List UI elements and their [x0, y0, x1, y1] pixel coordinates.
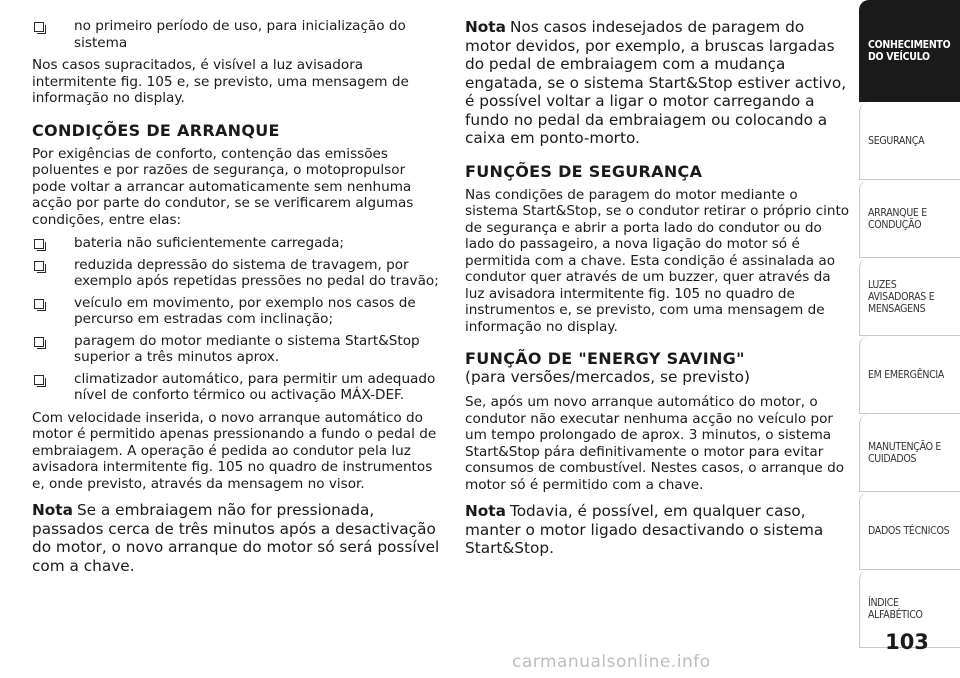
list-item: reduzida depressão do sistema de travagem, por exemplo após repetidas pressões no pedal do travão; [32, 257, 442, 290]
list-item: climatizador automático, para permitir um adequado nível de conforto térmico ou activação MÁX-DEF. [32, 371, 442, 404]
page-number: 103 [885, 630, 929, 654]
tab-manutencao[interactable]: MANUTENÇÃO E CUIDADOS [859, 414, 960, 492]
note-text: Todavia, é possível, em qualquer caso, manter o motor ligado desactivando o sistema Start&Stop. [465, 502, 824, 557]
checkbox-bullet-icon [34, 375, 44, 385]
list-item: veículo em movimento, por exemplo nos casos de percurso em estradas com inclinação; [32, 295, 442, 328]
checkbox-bullet-icon [34, 299, 44, 309]
tab-indice-alfabetico[interactable]: ÍNDICE ALFABÉTICO [859, 570, 960, 648]
note [465, 502, 850, 558]
paragraph: Nas condições de paragem do motor mediante o sistema Start&Stop, se o condutor retirar o próprio cinto de segurança e abrir a porta lado do condutor ou do lado do passageiro, a nova ligação do motor só é permitida com a chave. Esta condição é assinalada ao condutor quer através de um buzzer, quer através da luz avisadora intermitente fig. 105 no quadro de instrumentos e, se previsto, com uma mensagem de informação no display. [465, 186, 850, 335]
checkbox-bullet-icon [34, 337, 44, 347]
paragraph: Com velocidade inserida, o novo arranque automático do motor é permitido apenas pressionando a fundo o pedal de embraiagem. A operação é pedida ao condutor pela luz avisadora intermitente fig. 105 no quadro de instrumentos e, onde previsto, através da mensagem no visor. [32, 409, 437, 492]
tab-luzes-avisadoras[interactable]: LUZES AVISADORAS E MENSAGENS [859, 258, 960, 336]
left-column [32, 18, 442, 582]
chapter-tabs [859, 0, 960, 630]
paragraph: Por exigências de conforto, contenção das emissões poluentes e por razões de segurança, o motopropulsor pode voltar a arrancar automaticamente sem nenhuma acção por parte do condutor, se se verificarem algumas condições, entre elas: [32, 145, 414, 228]
watermark: carmanualsonline.info [512, 652, 711, 672]
list-item: paragem do motor mediante o sistema Start&Stop superior a três minutos aprox. [32, 333, 442, 366]
tab-seguranca[interactable]: SEGURANÇA [859, 102, 960, 180]
checkbox-bullet-icon [34, 22, 44, 32]
section-heading: FUNÇÕES DE SEGURANÇA [465, 161, 703, 181]
tab-em-emergencia[interactable]: EM EMERGÊNCIA [859, 336, 960, 414]
conditions-bullet-list [32, 235, 442, 404]
checkbox-bullet-icon [34, 239, 44, 249]
note [465, 18, 850, 148]
paragraph: Se, após um novo arranque automático do motor, o condutor não executar nenhuma acção no veículo por um tempo prolongado de aprox. 3 minutos, o sistema Start&Stop pára definitivamente o motor para evitar consumos de combustível. Nestes casos, o arranque do motor só é permitido com a chave. [465, 394, 845, 493]
note-label: Nota [32, 501, 73, 519]
note-label: Nota [465, 502, 506, 520]
note [32, 501, 442, 575]
paragraph: Nos casos supracitados, é visível a luz avisadora intermitente fig. 105 e, se previsto, uma mensagem de informação no display. [32, 57, 409, 106]
note-text: Se a embraiagem não for pressionada, passados cerca de três minutos após a desactivação do motor, o novo arranque do motor só será possível com a chave. [32, 501, 440, 575]
right-column [465, 18, 850, 565]
section-heading: FUNÇÃO DE "ENERGY SAVING" [465, 349, 745, 368]
tab-dados-tecnicos[interactable]: DADOS TÉCNICOS [859, 492, 960, 570]
section-heading: CONDIÇÕES DE ARRANQUE [32, 120, 280, 140]
tab-arranque-e-conducao[interactable]: ARRANQUE E CONDUÇÃO [859, 180, 960, 258]
section-subheading: (para versões/mercados, se previsto) [465, 368, 750, 386]
tab-conhecimento-do-veiculo[interactable]: CONHECIMENTO DO VEÍCULO [859, 0, 960, 102]
note-label: Nota [465, 18, 506, 36]
intro-bullet-list [32, 18, 442, 51]
note-text: Nos casos indesejados de paragem do motor devidos, por exemplo, a bruscas largadas do pedal de embraiagem com a mudança engatada, se o sistema Start&Stop estiver activo, é possível voltar a ligar o motor carregando a fundo no pedal da embraiagem ou colocando a caixa em ponto-morto. [465, 18, 847, 147]
list-item: no primeiro período de uso, para inicialização do sistema [32, 18, 442, 51]
list-item: bateria não suficientemente carregada; [32, 235, 442, 252]
checkbox-bullet-icon [34, 261, 44, 271]
